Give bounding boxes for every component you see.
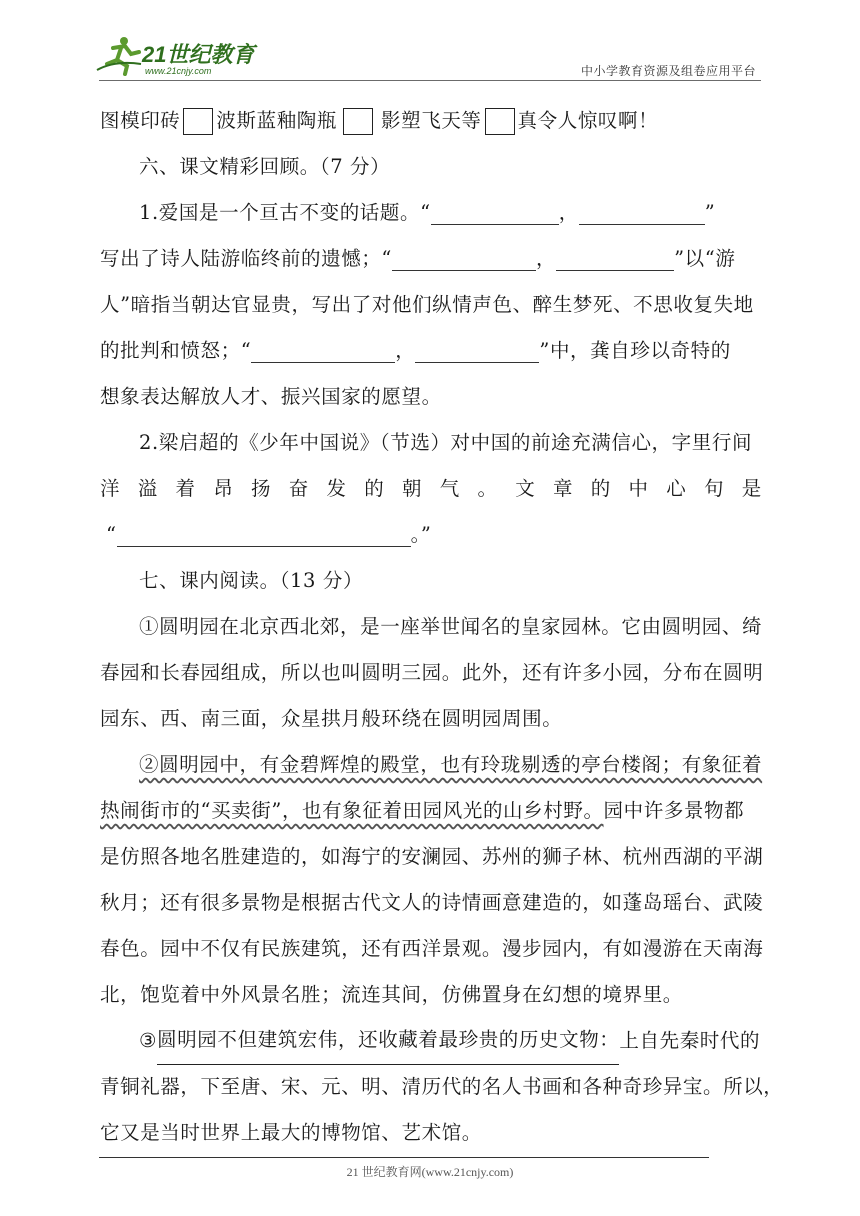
spread-char: 发 (326, 477, 347, 500)
q2-line-2 (100, 466, 762, 512)
q2-blank[interactable] (117, 524, 411, 547)
site-logo (95, 34, 260, 78)
spread-char: 的 (590, 477, 611, 500)
q1-blank-6[interactable] (415, 340, 539, 363)
answer-box-2[interactable] (343, 108, 373, 135)
para3-line-2: 青铜礼器，下至唐、宋、元、明、清历代的名人书画和各种奇珍异宝。所以， (100, 1075, 784, 1098)
page-footer: 21 世纪教育网(www.21cnjy.com) (346, 1165, 514, 1179)
q1-line-3: 人”暗指当朝达官显贵，写出了对他们纵情声色、醉生梦死、不思收复失地 (100, 293, 754, 316)
q1-blank-3[interactable] (392, 248, 536, 271)
document-body (100, 100, 784, 1156)
q1-blank-4[interactable] (556, 248, 674, 271)
para2-line-2: 热闹街市的“买卖街”，也有象征着田园风光的山乡村野。 园中许多景物都 (100, 799, 745, 822)
spread-char: 朝 (402, 477, 423, 500)
para2-line-6: 北，饱览着中外风景名胜；流连其间，仿佛置身在幻想的境界里。 (100, 983, 683, 1006)
spread-char: 句 (704, 477, 725, 500)
spread-char: 的 (364, 477, 385, 500)
para1-line-3: 园东、西、南三面，众星拱月般环绕在圆明园周围。 (100, 707, 563, 730)
section-7-heading: 七、课内阅读。（13 分） (139, 569, 364, 592)
answer-box-1[interactable] (183, 108, 213, 135)
q1-line-1: 1.爱国是一个亘古不变的话题。“ ， ” (139, 201, 716, 224)
q1-blank-2[interactable] (579, 202, 705, 225)
para2-line-4: 秋月；还有很多景物是根据古代文人的诗情画意建造的，如蓬岛瑶台、武陵 (100, 891, 764, 914)
q2-line-3: “ 。” (106, 523, 432, 546)
q1-blank-5[interactable] (251, 340, 395, 363)
answer-box-3[interactable] (485, 108, 515, 135)
spread-char: 气 (439, 477, 460, 500)
page-header (0, 0, 860, 80)
spread-char: 洋 (100, 477, 121, 500)
spread-char: 奋 (288, 477, 309, 500)
spread-char: 扬 (251, 477, 272, 500)
para2-line-5: 春色。园中不仅有民族建筑，还有西洋景观。漫步园内，有如漫游在天南海 (100, 937, 764, 960)
line-artifacts: 图模印砖 波斯蓝釉陶瓶 影塑飞天等 真令人惊叹啊！ (100, 98, 762, 144)
footer-divider (99, 1157, 709, 1158)
runner-icon (97, 37, 141, 74)
para3-line-1: ③ 圆明园不但建筑宏伟，还收藏着最珍贵的历史文物： 上自先秦时代的 (100, 1018, 762, 1064)
q1-line-5: 想象表达解放人才、振兴国家的愿望。 (100, 385, 442, 408)
para3-line-3: 它又是当时世界上最大的博物馆、艺术馆。 (100, 1121, 482, 1144)
spread-char: 是 (741, 477, 762, 500)
para2-line-1: ②圆明园中，有金碧辉煌的殿堂，也有玲珑剔透的亭台楼阁；有象征着 (139, 753, 763, 776)
spread-char: 昂 (213, 477, 234, 500)
section-6-heading: 六、课文精彩回顾。（7 分） (139, 155, 391, 178)
spread-char: 。 (477, 477, 498, 500)
header-divider (99, 80, 761, 81)
spread-char: 中 (628, 477, 649, 500)
spread-char: 心 (666, 477, 687, 500)
spread-char: 章 (553, 477, 574, 500)
q1-line-4: 的批判和愤怒；“ ， ”中，龚自珍以奇特的 (100, 339, 731, 362)
q1-line-2: 写出了诗人陆游临终前的遗憾；“ ， ”以“游 (100, 247, 736, 270)
spread-char: 文 (515, 477, 536, 500)
q2-spread-text (100, 466, 762, 512)
logo-url: www.21cnjy.com (145, 66, 212, 76)
logo-wordmark: 21世纪教育 (142, 42, 255, 67)
spread-char: 溢 (137, 477, 158, 500)
q1-blank-1[interactable] (431, 202, 559, 225)
spread-char: 着 (175, 477, 196, 500)
para1-line-1: ①圆明园在北京西北郊，是一座举世闻名的皇家园林。它由圆明园、绮 (139, 615, 763, 638)
q2-line-1: 2.梁启超的《少年中国说》（节选）对中国的前途充满信心，字里行间 (139, 431, 753, 454)
header-tagline: 中小学教育资源及组卷应用平台 (580, 64, 756, 78)
para2-line-3: 是仿照各地名胜建造的，如海宁的安澜园、苏州的狮子林、杭州西湖的平湖 (100, 845, 764, 868)
para1-line-2: 春园和长春园组成，所以也叫圆明三园。此外，还有许多小园，分布在圆明 (100, 661, 764, 684)
